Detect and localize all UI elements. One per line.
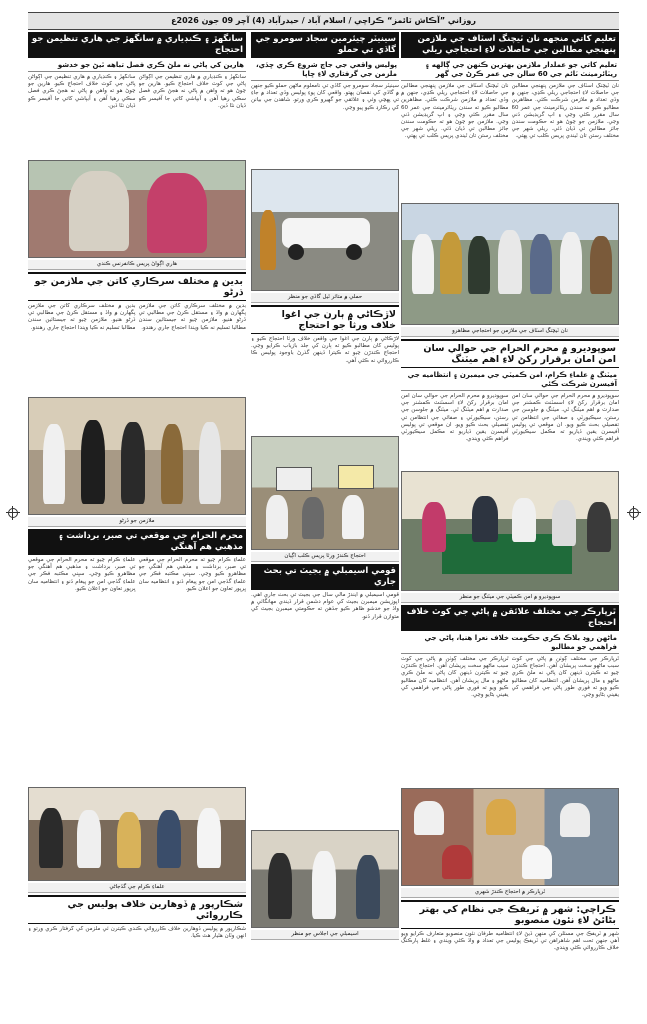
body-right-top-b: نان ٽيچنگ اسٽاف جي ملازمن پنهنجي مطالبن جي حاصلات لاءِ احتجاجي ريلي ڪڍي، جنهن ۾ وڏي تعداد ۾ ملازمن شرڪت ڪئي. مظاهرين مطالبو ڪيو ته سندن ريٽائرمينٽ جي عمر 60 سال مقرر ڪئي وڃي ۽ اپ گريڊيشن ڏني وڃي. ملازمن جو چوڻ هو ته حڪومت سندن جائز مطالبن تي ڌيان ڏئي. ريلي شهر جي مختلف رستن تان ٿيندي پريس ڪلب تي پهتي.: [511, 83, 619, 140]
body-left-mid-a: بدين ۾ مختلف سرڪاري کاتن جي ملازمن پگهارن ۾ واڌ ۽ مستقل ڪرڻ جي مطالبي تي ڌرڻو هنيو. ملازمن چيو ته جيستائين سندن مطالبا تسليم نه ڪيا ويندا احتجاج جاري رهندو.: [28, 303, 136, 331]
caption-middle-mid: احتجاج ڪندڙ ورثا پريس ڪلب اڳيان: [251, 552, 399, 562]
subhead-right-bottom: ماڻهن روڊ بلاڪ ڪري حڪومت خلاف نعرا هنيا، پاڻي جي فراهمي جو مطالبو: [401, 633, 619, 654]
photo-collage: [401, 788, 619, 886]
photo-assembly: [251, 830, 399, 928]
photo-sit-in-left: [28, 397, 246, 515]
body-left-bottom-b: علماءِ ڪرام چيو ته محرم الحرام جي موقعي تي صبر، برداشت ۽ مذهبي هم آهنگي جو مظاهرو ڪيو وڃي. سڀني مڪتبه فڪر جي علماءِ گڏجي امن جو پيغام ڏنو ۽ انتظاميه سان ڀرپور تعاون جو اعلان ڪيو.: [138, 557, 246, 592]
headline-right-last: ڪراچي: شهر ۾ ٽريفڪ جي نظام کي بهتر بڻائڻ لاءِ نئون منصوبو: [401, 900, 619, 929]
caption-middle-bottom: اسيمبلي جي اجلاس جو منظر: [251, 930, 399, 940]
photo-gathering: [28, 787, 246, 881]
column-right: [401, 32, 619, 1012]
subhead-left-top: هارين کي پاڻي نه ملڻ ڪري فصل تباهه ٿيڻ جو خدشو: [28, 60, 246, 72]
newspaper-page: [28, 12, 619, 1012]
headline-right-bottom: ٿرپارڪر جي مختلف علائقن ۾ پاڻي جي کوٽ خلاف احتجاج: [401, 605, 619, 631]
subhead-right-top: تعليم کاتي جو عملدار ملازمن بهترين ڪنهن جي ڳالهه ۽ ريٽائرمينٽ ٽائم جي 60 سالن جي عمر ڪرڻ جي گهر: [401, 60, 619, 81]
body-left-top-a: سانگهڙ ۽ ڪنڊياري ۾ هاري تنظيمن جي اڳواڻن پاڻي جي کوٽ خلاف احتجاج ڪيو. هارين جو چوڻ هو ته واهن ۾ پاڻي نه هجڻ ڪري فصل سڪي رهيا آهن ۽ آبپاشي کاتي جا آفيسر ڪو ڌيان نٿا ڏين.: [28, 74, 136, 109]
headline-middle-top: سينيٽر چيئرمين سجاد سومرو جي گاڏي تي حملو: [251, 32, 399, 58]
body-middle-mid: لاڙڪاڻي ۾ ٻارن جي اغوا جي واقعن خلاف ورثا احتجاج ڪيو ۽ پوليس کان مطالبو ڪيو ته ٻارن کي جلد بازياب ڪرايو وڃي. احتجاج ڪندڙن چيو ته ڪيترا ڏينهن گذرڻ باوجود پوليس ڪا ڪارروائي نه ڪئي آهي.: [251, 336, 399, 364]
headline-middle-mid: لاڙڪاڻي ۾ ٻارن جي اغوا خلاف ورثا جو احتجاج: [251, 305, 399, 334]
body-left-top-b: سانگهڙ ۽ ڪنڊياري ۾ هاري تنظيمن جي اڳواڻن پاڻي جي کوٽ خلاف احتجاج ڪيو. هارين جو چوڻ هو ته واهن ۾ پاڻي نه هجڻ ڪري فصل سڪي رهيا آهن ۽ آبپاشي کاتي جا آفيسر ڪو ڌيان نٿا ڏين.: [138, 74, 246, 109]
photo-vehicle: [251, 169, 399, 291]
caption-left-top: هاري اڳواڻ پريس ڪانفرنس ڪندي: [28, 260, 246, 270]
registration-mark-left: [6, 506, 20, 520]
body-right-bottom-b: ٿرپارڪر جي مختلف ڳوٺن ۾ پاڻي جي کوٽ سبب ماڻهو سخت پريشان آهن. احتجاج ڪندڙن چيو ته ڪيترن ڏينهن کان پاڻي نه ملڻ ڪري ماڻهو ۽ مال پريشان آهن. انتظاميه کان مطالبو ڪيو ويو ته فوري طور پاڻي جي فراهمي کي يقيني بڻايو وڃي.: [511, 656, 619, 699]
body-right-mid-a: سوڀوديرو ۾ محرم الحرام جي حوالي سان امن امان برقرار رکڻ لاءِ اسسٽنٽ ڪمشنر جي صدارت ۾ اهم ميٽنگ ٿي. ميٽنگ ۾ جلوسن جي رستن، سيڪيورٽي ۽ صفائي جي انتظامن تي تفصيلي بحث ڪيو ويو. ان موقعي تي پوليس آفيسرن يقين ڏياريو ته مڪمل سيڪيورٽي فراهم ڪئي ويندي.: [401, 393, 509, 443]
headline-right-top: تعليم کاتي منجهه نان ٽيچنگ اسٽاف جي ملازمن پنهنجي مطالبن جي حاصلات لاءِ احتجاجي ريلي: [401, 32, 619, 58]
subhead-right-mid: ميٽنگ ۾ علماءِ ڪرام، امن ڪميٽي جي ميمبرن ۽ انتظاميه جي آفيسرن شرڪت ڪئي: [401, 370, 619, 391]
page-header: روزاني ”آڪاش ٽائمز“ ڪراچي / اسلام آباد / حيدرآباد (4) آچر 09 جون 2026ع: [28, 12, 619, 30]
body-right-mid-b: سوڀوديرو ۾ محرم الحرام جي حوالي سان امن امان برقرار رکڻ لاءِ اسسٽنٽ ڪمشنر جي صدارت ۾ اهم ميٽنگ ٿي. ميٽنگ ۾ جلوسن جي رستن، سيڪيورٽي ۽ صفائي جي انتظامن تي تفصيلي بحث ڪيو ويو. ان موقعي تي پوليس آفيسرن يقين ڏياريو ته مڪمل سيڪيورٽي فراهم ڪئي ويندي.: [511, 393, 619, 443]
body-left-bottom-a: علماءِ ڪرام چيو ته محرم الحرام جي موقعي تي صبر، برداشت ۽ مذهبي هم آهنگي جو مظاهرو ڪيو وڃي. سڀني مڪتبه فڪر جي علماءِ گڏجي امن جو پيغام ڏنو ۽ انتظاميه سان ڀرپور تعاون جو اعلان ڪيو.: [28, 557, 136, 592]
headline-left-bottom: محرم الحرام جي موقعي تي صبر، برداشت ۽ مذهبي هم آهنگي: [28, 529, 246, 555]
body-left-mid-b: بدين ۾ مختلف سرڪاري کاتن جي ملازمن پگهارن ۾ واڌ ۽ مستقل ڪرڻ جي مطالبي تي ڌرڻو هنيو. ملازمن چيو ته جيستائين سندن مطالبا تسليم نه ڪيا ويندا احتجاج جاري رهندو.: [138, 303, 246, 331]
body-right-bottom-a: ٿرپارڪر جي مختلف ڳوٺن ۾ پاڻي جي کوٽ سبب ماڻهو سخت پريشان آهن. احتجاج ڪندڙن چيو ته ڪيترن ڏينهن کان پاڻي نه ملڻ ڪري ماڻهو ۽ مال پريشان آهن. انتظاميه کان مطالبو ڪيو ويو ته فوري طور پاڻي جي فراهمي کي يقيني بڻايو وڃي.: [401, 656, 509, 699]
column-left: [28, 32, 246, 1012]
headline-left-last: شڪارپور ۾ ڏوهارين خلاف پوليس جي ڪارروائي: [28, 895, 246, 924]
subhead-middle-top: پوليس واقعي جي جاچ شروع ڪري ڇڏي، ملزمن جي گرفتاري لاءِ ڇاپا: [251, 60, 399, 81]
headline-left-top: سانگهڙ ۽ ڪنڊياري ۾ سانگهڙ جي هاري تنظيمن جو احتجاج: [28, 32, 246, 58]
body-middle-top: سينيٽر سجاد سومرو جي گاڏي تي نامعلوم ماڻهن حملو ڪيو جنهن ۾ گاڏي کي نقصان پهتو. واقعي کان پوءِ پوليس وڏي تعداد ۾ جاءِ تي پهچي وئي ۽ علائقي جو گهيرو ڪري ورتو. شاهدن جي بيانن کي رڪارڊ ڪيو پيو وڃي.: [251, 83, 399, 111]
body-right-last: شهر ۾ ٽريفڪ جي مسئلن کي منهن ڏيڻ لاءِ انتظاميه طرفان نئون منصوبو متعارف ڪرايو ويو آهي جنهن تحت اهم شاهراهن تي ٽريفڪ پوليس جي تعداد ۾ واڌ ڪئي ويندي ۽ غلط پارڪنگ خلاف ڪارروائي ڪئي ويندي.: [401, 931, 619, 952]
body-right-top-a: نان ٽيچنگ اسٽاف جي ملازمن پنهنجي مطالبن جي حاصلات لاءِ احتجاجي ريلي ڪڍي، جنهن ۾ وڏي تعداد ۾ ملازمن شرڪت ڪئي. مظاهرين مطالبو ڪيو ته سندن ريٽائرمينٽ جي عمر 60 سال مقرر ڪئي وڃي ۽ اپ گريڊيشن ڏني وڃي. ملازمن جو چوڻ هو ته حڪومت سندن جائز مطالبن تي ڌيان ڏئي. ريلي شهر جي مختلف رستن تان ٿيندي پريس ڪلب تي پهتي.: [401, 83, 509, 140]
caption-right-top: نان ٽيچنگ اسٽاف جي ملازمن جو احتجاجي مظاهرو: [401, 327, 619, 337]
registration-mark-right: [627, 506, 641, 520]
photo-meeting: [401, 471, 619, 591]
headline-left-mid: بدين ۾ مختلف سرڪاري کاتن جي ملازمن جو ڌرڻو: [28, 272, 246, 301]
caption-left-bottom: علماءِ ڪرام جي گڏجاڻي: [28, 883, 246, 893]
body-left-last: شڪارپور ۾ پوليس ڏوهارين خلاف ڪارروائي ڪندي ڪيترن ئي ملزمن کي گرفتار ڪري ورتو ۽ انهن وٽان هٿيار هٿ ڪيا.: [28, 926, 246, 940]
caption-right-bottom: ٿرپارڪر ۾ احتجاج ڪندڙ شهري: [401, 888, 619, 898]
photo-protest-rally: [401, 203, 619, 325]
photo-portrait: [28, 160, 246, 258]
caption-middle-top: حملي ۾ متاثر ٿيل گاڏي جو منظر: [251, 293, 399, 303]
column-middle: [251, 32, 399, 1012]
headline-middle-bottom: قومي اسيمبلي ۾ بجيٽ تي بحث جاري: [251, 564, 399, 590]
caption-left-mid: ملازمن جو ڌرڻو: [28, 517, 246, 527]
caption-right-mid: سوڀوديرو ۾ امن ڪميٽي جي ميٽنگ جو منظر: [401, 593, 619, 603]
body-middle-bottom: قومي اسيمبلي ۾ ايندڙ مالي سال جي بجيٽ تي بحث جاري آهي. اپوزيشن ميمبرن بجيٽ کي عوام دشمن قرار ڏيندي مهانگائي ۾ واڌ جو خدشو ظاهر ڪيو جڏهن ته حڪومتي ميمبرن بجيٽ کي متوازن قرار ڏنو.: [251, 592, 399, 620]
photo-sit-in: [251, 436, 399, 550]
headline-right-mid: سوڀوديرو ۾ محرم الحرام جي حوالي سان امن امان برقرار رکڻ لاءِ اهم ميٽنگ: [401, 339, 619, 368]
